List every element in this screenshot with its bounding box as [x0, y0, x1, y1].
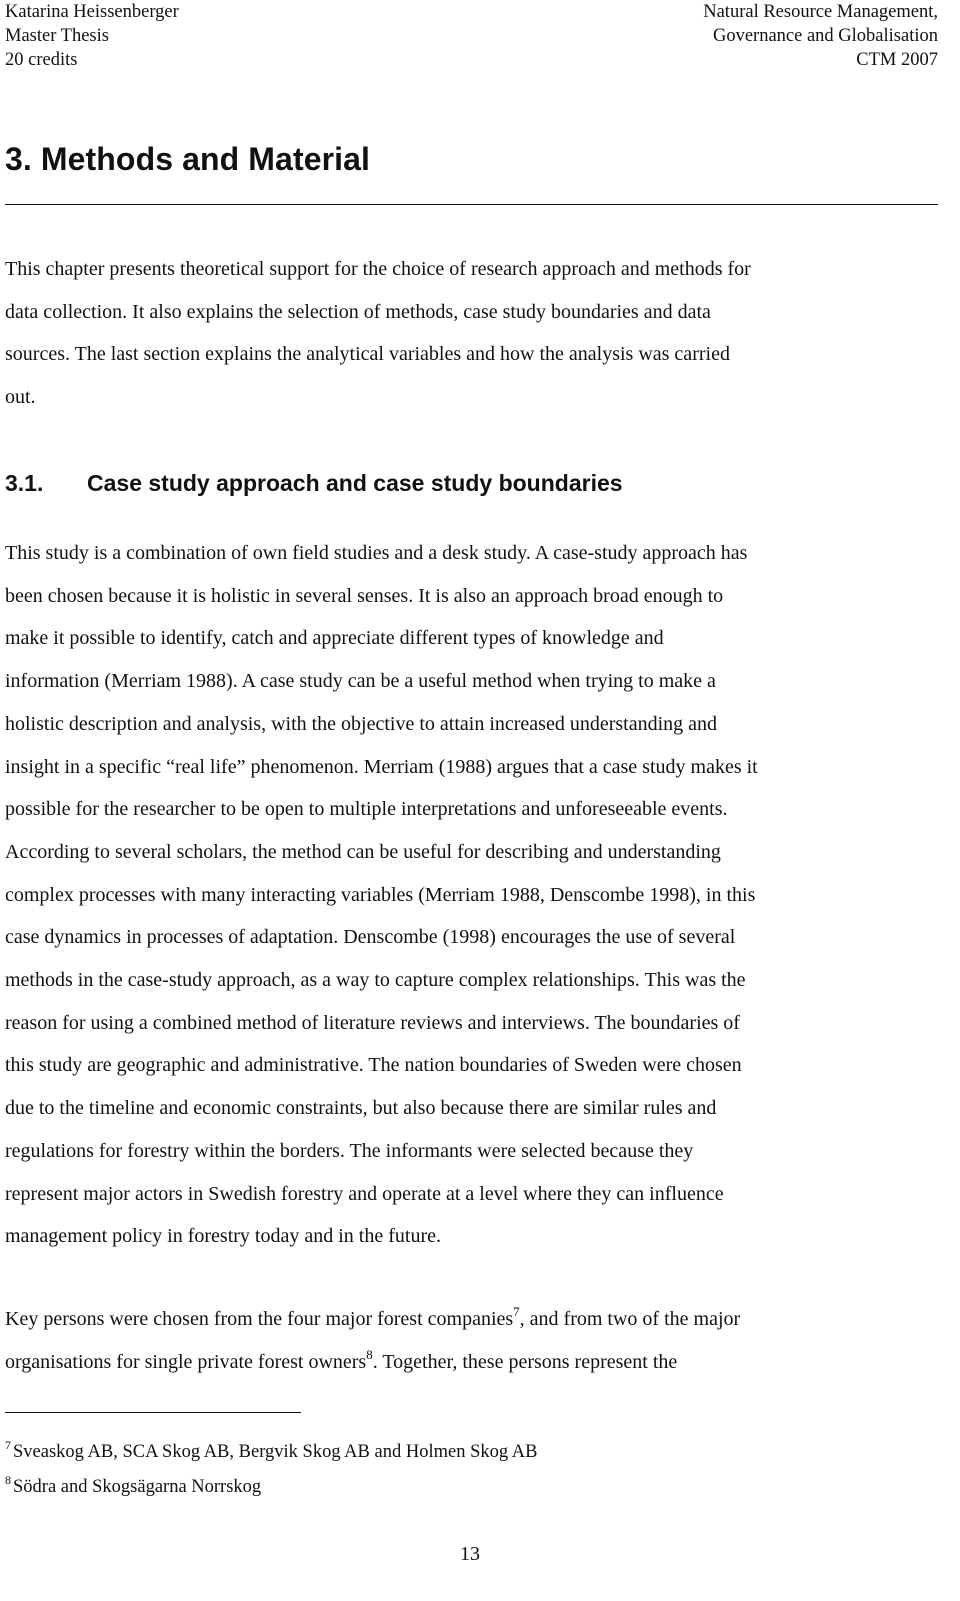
text-line: regulations for forestry within the borders. The informants were selected because they	[5, 1139, 694, 1162]
text-line: due to the timeline and economic constraints, but also because there are similar rules and	[5, 1097, 717, 1120]
text-line: case dynamics in processes of adaptation. Denscombe (1998) encourages the use of several	[5, 926, 736, 949]
chapter-divider	[5, 204, 938, 205]
section-title: Case study approach and case study boundaries	[87, 470, 623, 496]
footnote-separator	[5, 1412, 301, 1413]
footnote-text: Södra and Skogsägarna Norrskog	[13, 1477, 262, 1497]
header-thesis-type: Master Thesis	[5, 26, 109, 46]
page-number: 13	[460, 1543, 480, 1565]
header-course: CTM 2007	[856, 50, 938, 70]
text-line: reason for using a combined method of literature reviews and interviews. The boundaries of	[5, 1011, 740, 1034]
text-line: insight in a specific “real life” phenomenon. Merriam (1988) argues that a case study makes it	[5, 755, 758, 778]
header-author: Katarina Heissenberger	[5, 2, 179, 22]
text-line: information (Merriam 1988). A case study can be a useful method when trying to make a	[5, 670, 716, 693]
text-line: data collection. It also explains the selection of methods, case study boundaries and data	[5, 300, 711, 323]
header-right	[703, 0, 938, 72]
footnote-number: 8	[5, 1473, 11, 1487]
text-line: represent major actors in Swedish forestry and operate at a level where they can influence	[5, 1182, 724, 1205]
text-line: sources. The last section explains the analytical variables and how the analysis was carried	[5, 343, 730, 366]
header-program-line1: Natural Resource Management,	[703, 2, 938, 22]
text-line: this study are geographic and administrative. The nation boundaries of Sweden were chosen	[5, 1054, 742, 1077]
text-line: complex processes with many interacting variables (Merriam 1988, Denscombe 1998), in this	[5, 883, 756, 906]
text-line: out.	[5, 385, 36, 408]
intro-paragraph	[5, 248, 945, 418]
text-line: management policy in forestry today and in the future.	[5, 1225, 441, 1248]
body-paragraph-2	[5, 1298, 945, 1383]
text-line: This chapter presents theoretical support for the choice of research approach and methods for	[5, 258, 751, 280]
text-line: organisations for single private forest owners$^8$. Together, these persons represent the	[5, 1346, 678, 1373]
chapter-title: 3. Methods and Material	[5, 141, 371, 177]
text-line: According to several scholars, the method can be useful for describing and understanding	[5, 840, 721, 863]
text-line: This study is a combination of own field studies and a desk study. A case-study approach has	[5, 542, 748, 564]
footnote-7	[5, 1440, 537, 1464]
text-line: make it possible to identify, catch and appreciate different types of knowledge and	[5, 627, 664, 650]
section-heading	[5, 470, 623, 497]
body-paragraph-1	[5, 532, 945, 1258]
text-line: methods in the case-study approach, as a way to capture complex relationships. This was the	[5, 969, 746, 992]
header-program-line2: Governance and Globalisation	[712, 26, 938, 46]
header-credits: 20 credits	[5, 50, 78, 70]
footnote-number: 7	[5, 1438, 11, 1452]
text-line: holistic description and analysis, with the objective to attain increased understanding and	[5, 712, 718, 735]
text-line: been chosen because it is holistic in several senses. It is also an approach broad enough to	[5, 584, 724, 607]
header-left	[5, 0, 179, 72]
section-number: 3.1.	[5, 470, 44, 496]
footnote-ref-7[interactable]: 7	[513, 1304, 520, 1319]
footnote-8	[5, 1475, 261, 1499]
text-line: possible for the researcher to be open to multiple interpretations and unforeseeable events.	[5, 798, 728, 821]
footnote-ref-8[interactable]: 8	[366, 1346, 373, 1362]
footnote-text: Sveaskog AB, SCA Skog AB, Bergvik Skog AB and Holmen Skog AB	[13, 1442, 538, 1462]
text-line: Key persons were chosen from the four major forest companies$^7$, and from two of the major	[5, 1304, 741, 1330]
